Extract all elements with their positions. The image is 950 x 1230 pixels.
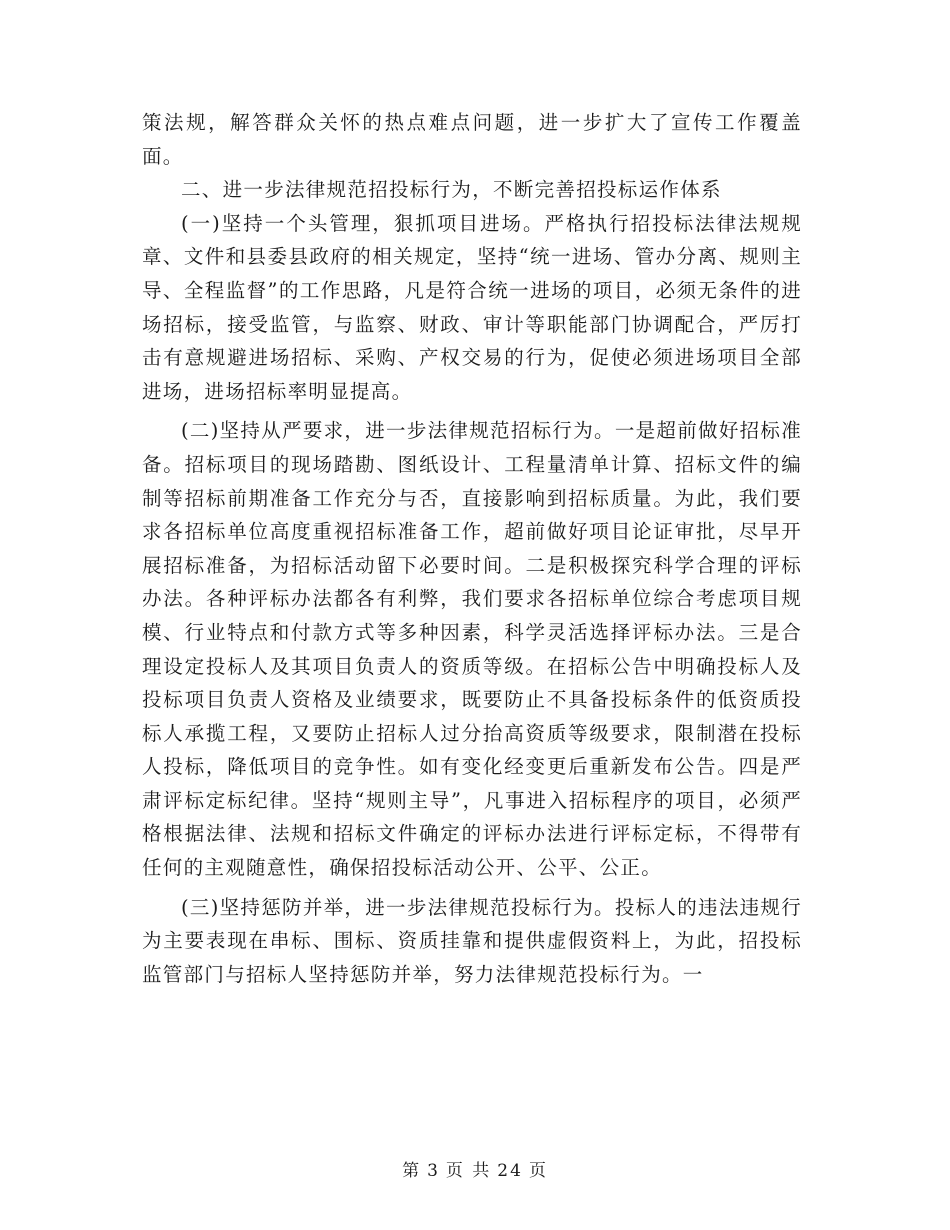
paragraph-item-1: (一)坚持一个头管理，狠抓项目进场。严格执行招投标法律法规规章、文件和县委县政府的相关规定，坚持“统一进场、管办分离、规则主导、全程监督”的工作思路，凡是符合统一进场的项目，必须无条件的进场招标，接受监管，与监察、财政、审计等职能部门协调配合，严厉打击有意规避进场招标、采购、产权交易的行为，促使必须进场项目全部进场，进场招标率明显提高。 bbox=[142, 211, 802, 403]
paragraph-continuation: 策法规，解答群众关怀的热点难点问题，进一步扩大了宣传工作覆盖面。 bbox=[142, 111, 802, 168]
current-page-number: 3 bbox=[427, 1161, 440, 1181]
paragraph-item-3: (三)坚持惩防并举，进一步法律规范投标行为。投标人的违法违规行为主要表现在串标、围标、资质挂靠和提供虚假资料上，为此，招投标监管部门与招标人坚持惩防并举，努力法律规范投标行为。一 bbox=[142, 895, 803, 986]
document-body bbox=[142, 106, 802, 991]
footer-suffix: 页 bbox=[528, 1161, 548, 1181]
footer-mid: 页 共 bbox=[445, 1161, 492, 1181]
footer-prefix: 第 bbox=[402, 1161, 422, 1181]
page-footer bbox=[0, 1156, 950, 1181]
total-pages-number: 24 bbox=[497, 1161, 523, 1181]
paragraph-item-2: (二)坚持从严要求，进一步法律规范招标行为。一是超前做好招标准备。招标项目的现场踏勘、图纸设计、工程量清单计算、招标文件的编制等招标前期准备工作充分与否，直接影响到招标质量。为此，我们要求各招标单位高度重视招标准备工作，超前做好项目论证审批，尽早开展招标准备，为招标活动留下必要时间。二是积极探究科学合理的评标办法。各种评标办法都各有利弊，我们要求各招标单位综合考虑项目规模、行业特点和付款方式等多种因素，科学灵活选择评标办法。三是合理设定投标人及其项目负责人的资质等级。在招标公告中明确投标人及投标项目负责人资格及业绩要求，既要防止不具备投标条件的低资质投标人承揽工程，又要防止招标人过分抬高资质等级要求，限制潜在投标人投标，降低项目的竞争性。如有变化经变更后重新发布公告。四是严肃评标定标纪律。坚持“规则主导”，凡事进入招标程序的项目，必须严格根据法律、法规和招标文件确定的评标办法进行评标定标，不得带有任何的主观随意性，确保招投标活动公开、公平、公正。 bbox=[142, 419, 803, 880]
section-heading: 二、进一步法律规范招投标行为，不断完善招投标运作体系 bbox=[181, 178, 722, 202]
